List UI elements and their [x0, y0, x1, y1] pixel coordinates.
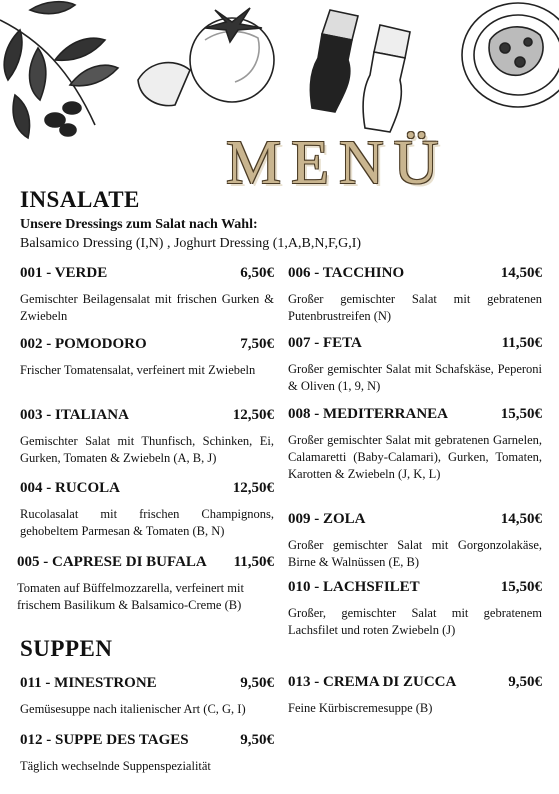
item-name: 005 - CAPRESE DI BUFALA — [17, 554, 207, 570]
menu-item — [288, 578, 542, 639]
item-name: 010 - LACHSFILET — [288, 579, 420, 595]
menu-item — [20, 731, 274, 775]
item-price: 9,50€ — [240, 675, 274, 691]
item-price: 15,50€ — [500, 406, 542, 422]
menu-item — [288, 405, 542, 483]
item-description: Großer gemischter Salat mit gebratenen Garnelen, Calamaretti (Baby-Calamari), Gurken, Tomaten, Karotten & Zwiebeln (J, K, L) — [288, 433, 542, 481]
item-description: Großer gemischter Salat mit Schafskäse, Peperoni & Oliven (1, 9, N) — [288, 362, 542, 393]
item-price: 7,50€ — [240, 336, 274, 352]
menu-item — [288, 264, 542, 325]
menu-title: MENÜ — [226, 129, 449, 197]
item-description: Tomaten auf Büffelmozzarella, verfeinert mit frischem Basilikum & Balsamico-Creme (B) — [17, 581, 244, 612]
menu-item — [17, 553, 274, 614]
menu-item — [288, 334, 542, 395]
item-price: 6,50€ — [240, 265, 274, 281]
item-name: 006 - TACCHINO — [288, 265, 405, 281]
item-description: Großer gemischter Salat mit gebratenen Putenbrustreifen (N) — [288, 292, 542, 323]
dressing-heading: Unsere Dressings zum Salat nach Wahl: — [20, 217, 258, 232]
item-price: 11,50€ — [233, 554, 274, 570]
plate-icon — [462, 3, 559, 107]
item-name: 012 - SUPPE DES TAGES — [20, 732, 189, 748]
section-title-soups: SUPPEN — [20, 636, 113, 661]
item-description: Gemüsesuppe nach italienischer Art (C, G, I) — [20, 702, 246, 716]
menu-item — [20, 264, 274, 325]
dressing-text: Balsamico Dressing (I,N) , Joghurt Dressing (1,A,B,N,F,G,I) — [20, 236, 362, 251]
item-name: 007 - FETA — [288, 335, 362, 351]
menu-item — [288, 673, 542, 717]
item-description: Rucolasalat mit frischen Champignons, gehobeltem Parmesan & Tomaten (B, N) — [20, 507, 274, 538]
menu-item — [20, 674, 274, 718]
menu-item — [20, 335, 274, 379]
item-name: 002 - POMODORO — [20, 336, 147, 352]
olive-branch-icon — [0, 2, 118, 138]
item-price: 14,50€ — [500, 265, 542, 281]
tomato-icon — [138, 8, 274, 106]
item-description: Täglich wechselnde Suppenspezialität — [20, 759, 211, 773]
item-price: 12,50€ — [232, 407, 274, 423]
menu-item — [20, 479, 274, 540]
item-price: 15,50€ — [500, 579, 542, 595]
item-name: 009 - ZOLA — [288, 511, 366, 527]
item-name: 008 - MEDITERRANEA — [288, 406, 449, 422]
item-price: 12,50€ — [232, 480, 274, 496]
item-price: 9,50€ — [508, 674, 542, 690]
item-description: Großer, gemischter Salat mit gebratenem Lachsfilet und roten Zwiebeln (J) — [288, 606, 542, 637]
item-description: Feine Kürbiscremesuppe (B) — [288, 701, 433, 715]
item-description: Großer gemischter Salat mit Gorgonzolakäse, Birne & Walnüssen (E, B) — [288, 538, 542, 569]
item-name: 004 - RUCOLA — [20, 480, 120, 496]
item-price: 14,50€ — [500, 511, 542, 527]
menu-item — [20, 406, 274, 467]
menu-item — [288, 510, 542, 571]
item-name: 011 - MINESTRONE — [20, 675, 157, 691]
item-name: 003 - ITALIANA — [20, 407, 129, 423]
item-description: Gemischter Salat mit Thunfisch, Schinken, Ei, Gurken, Tomaten & Zwiebeln (A, B, J) — [20, 434, 274, 465]
item-price: 9,50€ — [240, 732, 274, 748]
item-price: 11,50€ — [501, 335, 542, 351]
pepper-mill-icon — [310, 10, 410, 132]
item-description: Frischer Tomatensalat, verfeinert mit Zwiebeln — [20, 363, 256, 377]
section-title-salads: INSALATE — [20, 187, 140, 212]
item-description: Gemischter Beilagensalat mit frischen Gurken & Zwiebeln — [20, 292, 274, 323]
item-name: 013 - CREMA DI ZUCCA — [288, 674, 457, 690]
item-name: 001 - VERDE — [20, 265, 108, 281]
